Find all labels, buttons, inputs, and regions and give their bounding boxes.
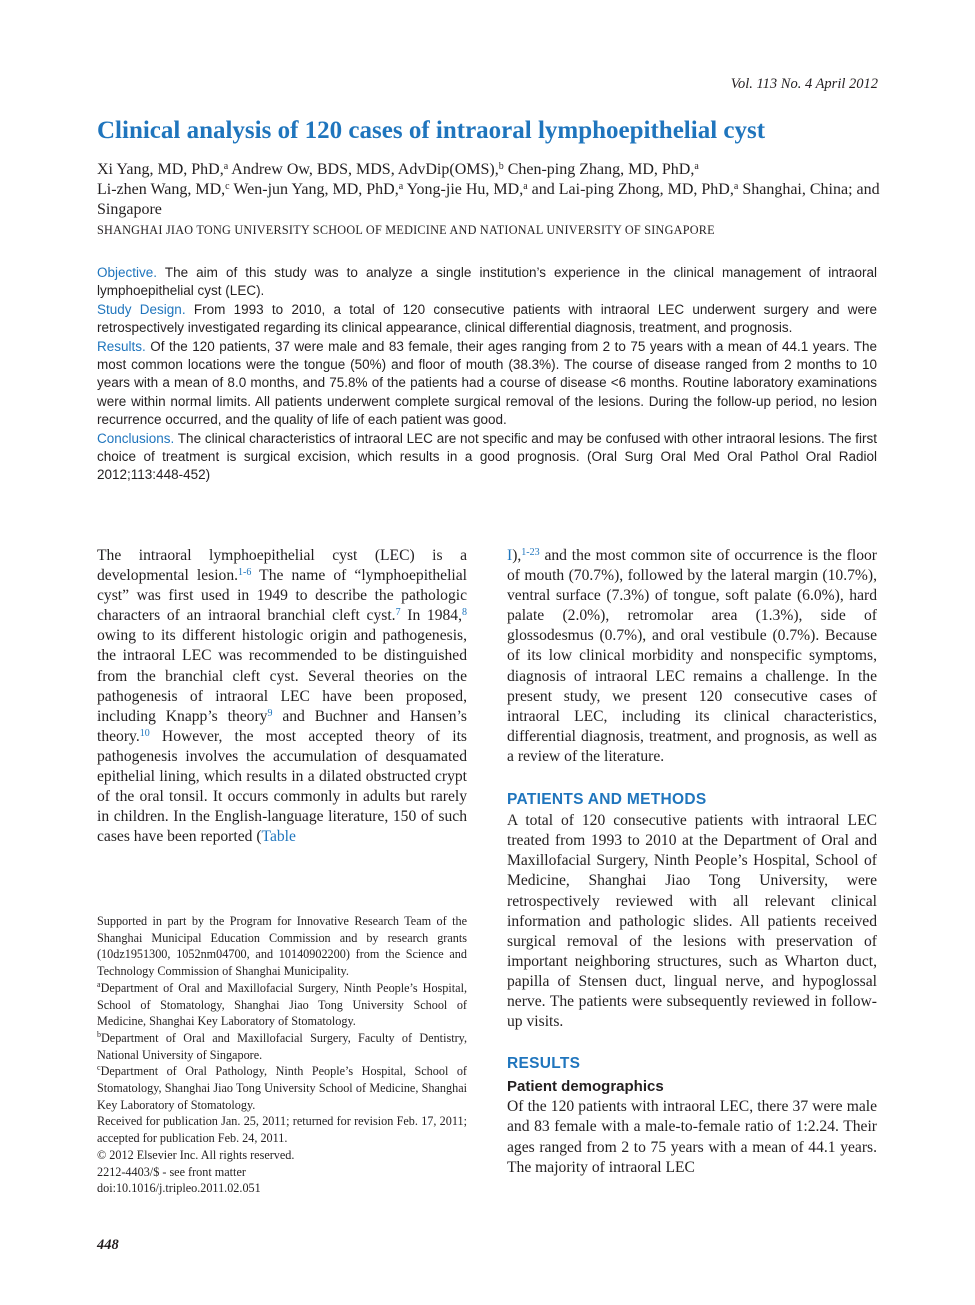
affiliation-text: Department of Oral and Maxillofacial Surgery, Faculty of Dentistry, National University of Singapore.: [97, 1030, 467, 1062]
conclusions-label: Conclusions.: [97, 430, 175, 446]
affiliation-text: Department of Oral Pathology, Ninth People’s Hospital, School of Stomatology, Shanghai Jiao Tong University School of Medicine, Shanghai Key Laboratory of Stomatology.: [97, 1064, 467, 1112]
subsection-heading-demographics: Patient demographics: [507, 1078, 664, 1096]
demographics-paragraph: Of the 120 patients with intraoral LEC, there 37 were male and 83 female with a male-to-female ratio of 1:2.24. Their ages ranged from 2 to 75 years with a mean of 44.1 years. The majority of intraoral LEC: [507, 1098, 877, 1176]
citation-link[interactable]: 10: [139, 727, 150, 739]
objective-label: Objective.: [97, 265, 158, 280]
affiliation-note-c: [97, 1063, 467, 1113]
author-location: Shanghai, China; and Singapore: [97, 181, 880, 218]
affiliation-mark: a: [733, 181, 739, 192]
affiliation-mark: a: [398, 181, 404, 192]
author: Wen-jun Yang, MD, PhD,: [229, 181, 399, 198]
abstract-conclusions: [97, 430, 877, 485]
affiliation-mark: c: [225, 181, 230, 192]
funding-note: Supported in part by the Program for Innovative Research Team of the Shanghai Municipal Education Commission and by research grants (10dz1951300, 1052nm04700, and 10140902200) from the Science and Technology Commission of Shanghai Municipality.: [97, 914, 467, 979]
footnotes: [97, 913, 467, 1197]
note-mark: c: [97, 1063, 101, 1073]
body-text: ),: [512, 547, 522, 564]
citation-link[interactable]: 8: [462, 607, 468, 619]
abstract-objective: [97, 264, 877, 301]
study-design-label: Study Design.: [97, 301, 186, 317]
abstract: [97, 264, 877, 485]
body-column-right: [507, 546, 877, 1178]
affiliation-mark: a: [694, 161, 699, 172]
abstract-study-design: [97, 301, 877, 338]
author: and Lai-ping Zhong, MD, PhD,: [527, 181, 734, 198]
article-title: Clinical analysis of 120 cases of intraoral lymphoepithelial cyst: [97, 117, 766, 144]
section-heading-methods: PATIENTS AND METHODS: [507, 791, 707, 809]
body-text: In 1984,: [400, 607, 463, 625]
copyright-note: © 2012 Elsevier Inc. All rights reserved.: [97, 1147, 295, 1162]
affiliation-mark: b: [498, 161, 504, 172]
citation-link[interactable]: 1-6: [238, 567, 252, 579]
citation-link[interactable]: 7: [395, 607, 401, 619]
issn-note: 2212-4403/$ - see front matter: [97, 1164, 246, 1179]
author: Andrew Ow, BDS, MDS, AdvDip(OMS),: [228, 161, 499, 178]
journal-citation: (Oral Surg Oral Med Oral Pathol Oral Radiol 2012;113:448-452): [97, 449, 877, 483]
author: Li-zhen Wang, MD,: [97, 181, 226, 198]
affiliation-mark: a: [223, 161, 229, 172]
received-note: Received for publication Jan. 25, 2011; returned for revision Feb. 17, 2011; accepted for publication Feb. 24, 2011.: [97, 1114, 467, 1146]
doi-note[interactable]: doi:10.1016/j.tripleo.2011.02.051: [97, 1181, 261, 1196]
conclusions-text: The clinical characteristics of intraoral LEC are not specific and may be confused with other intraoral lesions. The first choice of treatment is surgical excision, which results in a good prognosis.: [97, 430, 877, 465]
institution-line: SHANGHAI JIAO TONG UNIVERSITY SCHOOL OF MEDICINE AND NATIONAL UNIVERSITY OF SINGAPORE: [97, 223, 715, 237]
affiliation-text: Department of Oral and Maxillofacial Surgery, Ninth People’s Hospital, School of Stomatology, Shanghai Jiao Tong University School of Medicine, Shanghai Key Laboratory of Stomatology.: [97, 980, 467, 1029]
author-list: [97, 160, 882, 220]
journal-volume: Vol. 113 No. 4 April 2012: [730, 76, 878, 92]
page-number: 448: [97, 1237, 119, 1253]
author: Yong-jie Hu, MD,: [403, 181, 524, 198]
body-text: and the most common site of occurrence is the floor of mouth (70.7%), followed by the lateral margin (10.7%), ventral surface (7.3%) of tongue, soft palate (6.0%), hard palate (2.0%), retromolar area (1.3%), side of glossodesmus (0.7%), and oral vestibule (0.7%). Because of its low clinical morbidity and nonspecific symptoms, diagnosis of intraoral LEC remains a challenge. In the present study, we present 120 consecutive cases of intraoral LEC, including its clinical characteristics, differential diagnosis, treatment, and prognosis, as well as a review of the literature.: [507, 547, 877, 765]
note-mark: b: [97, 1029, 101, 1039]
author: Xi Yang, MD, PhD,: [97, 161, 224, 178]
objective-text: The aim of this study was to analyze a single institution’s experience in the clinical management of intraoral lymphoepithelial cyst (LEC).: [97, 265, 877, 299]
body-text: The name of “lymphoepithelial cyst” was first used in 1949 to describe the pathologic characters of an intraoral branchial cleft cyst.: [97, 567, 468, 625]
body-text: owing to its different histologic origin and pathogenesis, the intraoral LEC was recommended to be distinguished from the branchial cleft cyst. Several theories on the pathogenesis of intraoral LEC have been proposed, including Knapp’s theory: [97, 627, 467, 725]
note-mark: a: [97, 979, 101, 989]
abstract-results: [97, 338, 877, 430]
author: Chen-ping Zhang, MD, PhD,: [503, 161, 695, 178]
results-text: Of the 120 patients, 37 were male and 83 female, their ages ranging from 2 to 75 years with a mean of 44.1 years. The most common locations were the tongue (50%) and floor of mouth (38.3%). The course of disease ranged from 2 months to 10 years with a mean of 8.0 months, and 75.8% of the patients had a course of disease <6 months. Routine laboratory examinations were within normal limits. All patients underwent complete surgical removal of the lesions. During the follow-up period, no lesion recurrence occurred, and the quality of life of each patient was good.: [97, 338, 877, 428]
affiliation-note-b: [97, 1030, 467, 1063]
methods-paragraph: A total of 120 consecutive patients with intraoral LEC treated from 1993 to 2010 at the Department of Oral and Maxillofacial Surgery, Ninth People’s Hospital, School of Medicine, Shanghai Jiao Tong University, were retrospectively reviewed with all relevant clinical information and pathologic slides. All patients received surgical removal of the lesions with preservation of important neighboring structures, such as Wharton duct, papilla of Stensen duct, lingual nerve, and hypoglossal nerve. The patients were subsequently reviewed in follow-up visits.: [507, 812, 877, 1031]
affiliation-note-a: [97, 980, 467, 1030]
study-design-text: From 1993 to 2010, a total of 120 consecutive patients with intraoral LEC underwent surgery and were retrospectively investigated regarding its clinical appearance, clinical differential diagnosis, treatment, and prognosis.: [97, 301, 878, 336]
body-column-left: [97, 546, 467, 847]
body-text: However, the most accepted theory of its pathogenesis involves the accumulation of desquamated epithelial lining, which results in a dilated obstructed crypt of the oral tonsil. It occurs commonly in adults but rarely in children. In the English-language literature, 150 of such cases have been reported (: [97, 727, 467, 846]
table-link[interactable]: I: [507, 547, 513, 564]
affiliation-mark: a: [523, 181, 528, 192]
citation-link[interactable]: 1-23: [521, 547, 540, 558]
table-link[interactable]: Table: [261, 828, 296, 846]
intro-paragraph-continued: [507, 546, 877, 767]
section-heading-results: RESULTS: [507, 1055, 581, 1073]
citation-link[interactable]: 9: [267, 707, 273, 719]
intro-paragraph: [97, 546, 467, 847]
body-text: The intraoral lymphoepithelial cyst (LEC) is a developmental lesion.: [97, 547, 467, 585]
body-text: and Buchner and Hansen’s theory.: [97, 707, 467, 745]
results-label: Results.: [97, 338, 146, 354]
